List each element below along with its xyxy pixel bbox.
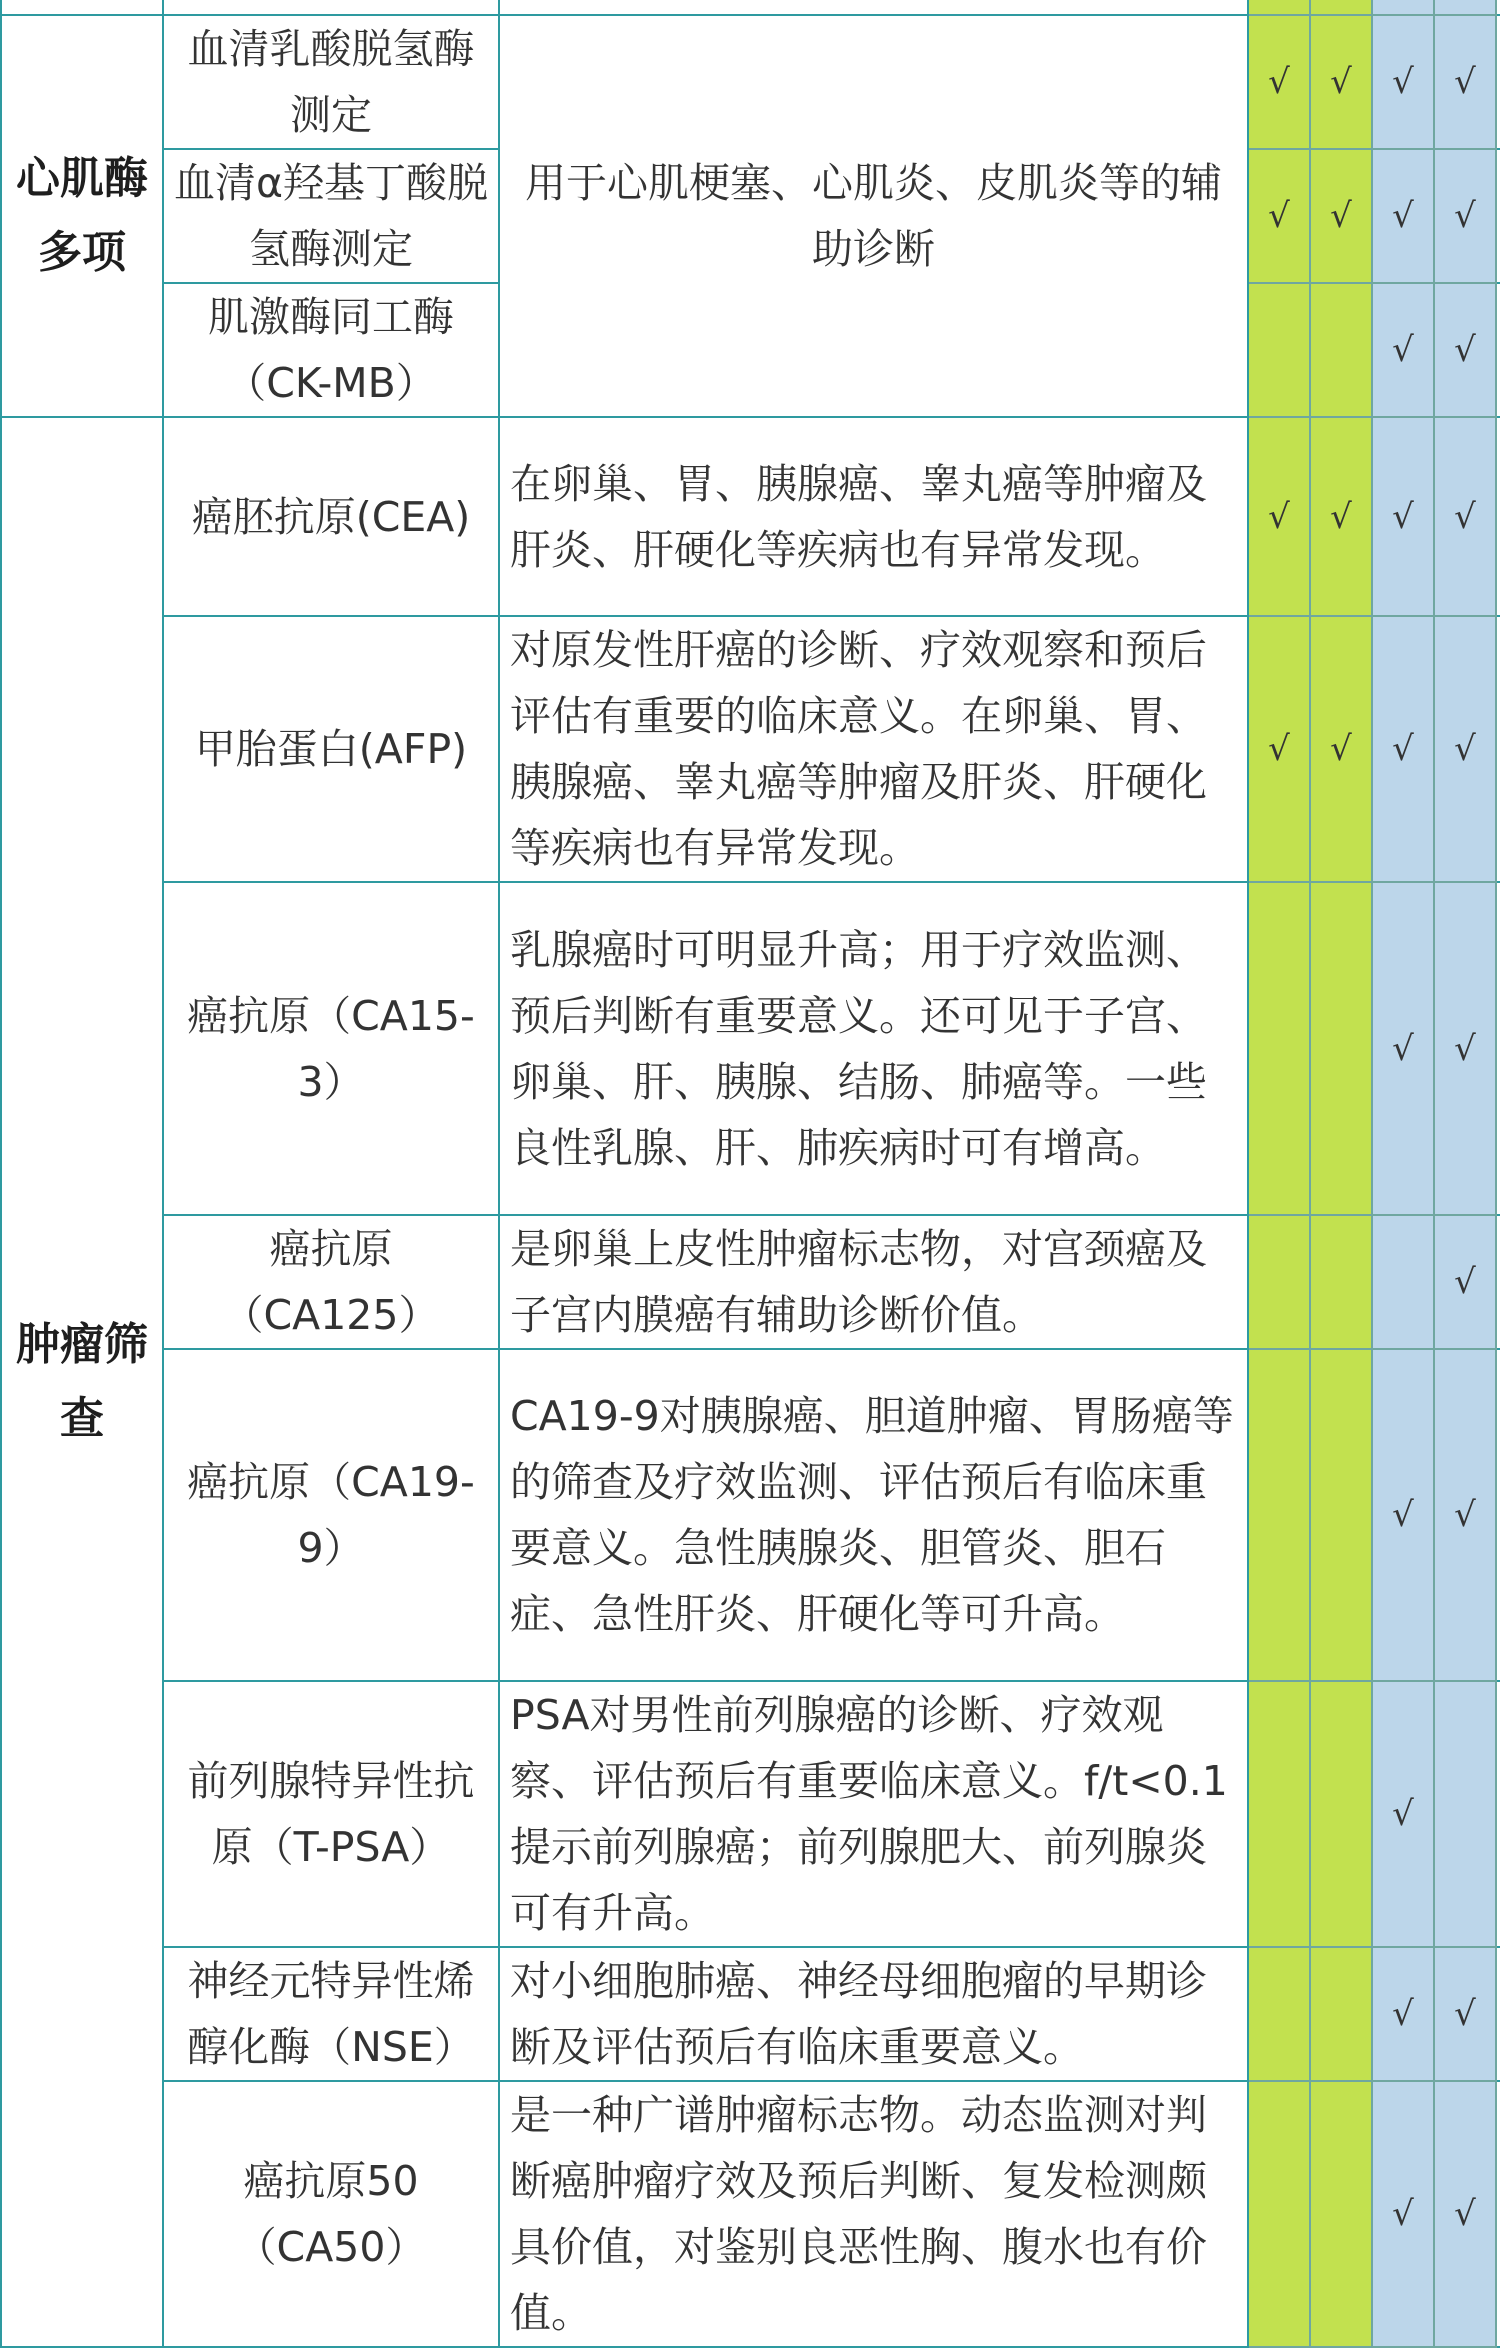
check-cell: √	[1248, 616, 1310, 882]
item-cell: 血清乳酸脱氢酶测定	[163, 15, 499, 149]
check-cell	[1372, 1215, 1434, 1349]
category-cell: 心肌酶多项	[1, 15, 163, 417]
check-cell: √	[1310, 149, 1372, 283]
item-cell: 癌抗原（CA15-3）	[163, 882, 499, 1215]
description-cell: CA19-9对胰腺癌、胆道肿瘤、胃肠癌等的筛查及疗效监测、评估预后有临床重要意义。急性胰腺炎、胆管炎、胆石症、急性肝炎、肝硬化等可升高。	[499, 1349, 1248, 1681]
check-cell: √	[1372, 1349, 1434, 1681]
check-cell: √	[1372, 2081, 1434, 2347]
check-cell	[1248, 1215, 1310, 1349]
check-cell: √	[1372, 15, 1434, 149]
check-cell	[1310, 283, 1372, 417]
check-cell: √	[1434, 2081, 1496, 2347]
item-cell: 癌抗原（CA19-9）	[163, 1349, 499, 1681]
check-cell	[1248, 283, 1310, 417]
description-cell: 是一种广谱肿瘤标志物。动态监测对判断癌肿瘤疗效及预后判断、复发检测颇具价值，对鉴别良恶性胸、腹水也有价值。	[499, 2081, 1248, 2347]
check-cell	[1310, 1215, 1372, 1349]
check-cell	[1434, 1681, 1496, 1947]
check-cell	[1248, 1681, 1310, 1947]
check-cell	[1310, 882, 1372, 1215]
check-cell	[1310, 2081, 1372, 2347]
table-row	[1, 1349, 1500, 1681]
check-cell	[1310, 1349, 1372, 1681]
check-cell	[1248, 2081, 1310, 2347]
table-row	[1, 2081, 1500, 2347]
description-cell: 乳腺癌时可明显升高；用于疗效监测、预后判断有重要意义。还可见于子宫、卵巢、肝、胰腺、结肠、肺癌等。一些良性乳腺、肝、肺疾病时可有增高。	[499, 882, 1248, 1215]
check-cell: √	[1434, 1349, 1496, 1681]
check-cell: √	[1434, 283, 1496, 417]
check-cell: √	[1434, 417, 1496, 616]
check-cell	[1248, 882, 1310, 1215]
check-cell: √	[1372, 882, 1434, 1215]
check-cell: √	[1434, 1947, 1496, 2081]
check-cell: √	[1310, 15, 1372, 149]
check-cell: √	[1434, 616, 1496, 882]
description-cell: 对小细胞肺癌、神经母细胞瘤的早期诊断及评估预后有临床重要意义。	[499, 1947, 1248, 2081]
check-cell: √	[1372, 1947, 1434, 2081]
item-cell: 肌激酶同工酶（CK-MB）	[163, 283, 499, 417]
item-cell: 癌胚抗原(CEA)	[163, 417, 499, 616]
description-cell: 用于心肌梗塞、心肌炎、皮肌炎等的辅助诊断	[499, 15, 1248, 417]
item-cell: 甲胎蛋白(AFP)	[163, 616, 499, 882]
check-cell: √	[1248, 149, 1310, 283]
check-cell: √	[1372, 283, 1434, 417]
check-cell: √	[1372, 1681, 1434, 1947]
check-cell: √	[1310, 616, 1372, 882]
check-cell	[1248, 1947, 1310, 2081]
check-cell: √	[1248, 15, 1310, 149]
check-cell	[1310, 1947, 1372, 2081]
item-cell: 癌抗原50（CA50）	[163, 2081, 499, 2347]
check-cell: √	[1372, 616, 1434, 882]
table-row	[1, 1681, 1500, 1947]
cutoff-row	[1, 0, 1500, 15]
item-cell: 前列腺特异性抗原（T-PSA）	[163, 1681, 499, 1947]
item-cell: 癌抗原（CA125）	[163, 1215, 499, 1349]
table-row	[1, 1947, 1500, 2081]
category-cell: 肿瘤筛查	[1, 417, 163, 2347]
description-cell: PSA对男性前列腺癌的诊断、疗效观察、评估预后有重要临床意义。f/t<0.1提示前列腺癌；前列腺肥大、前列腺炎可有升高。	[499, 1681, 1248, 1947]
table-row	[1, 417, 1500, 616]
check-cell: √	[1434, 1215, 1496, 1349]
table-row	[1, 15, 1500, 149]
check-cell	[1248, 1349, 1310, 1681]
table-row	[1, 882, 1500, 1215]
check-cell: √	[1310, 417, 1372, 616]
description-cell: 在卵巢、胃、胰腺癌、睾丸癌等肿瘤及肝炎、肝硬化等疾病也有异常发现。	[499, 417, 1248, 616]
check-cell: √	[1372, 417, 1434, 616]
check-cell	[1310, 1681, 1372, 1947]
description-cell: 是卵巢上皮性肿瘤标志物，对宫颈癌及子宫内膜癌有辅助诊断价值。	[499, 1215, 1248, 1349]
check-cell: √	[1372, 149, 1434, 283]
table-row	[1, 616, 1500, 882]
check-cell: √	[1434, 882, 1496, 1215]
item-cell: 神经元特异性烯醇化酶（NSE）	[163, 1947, 499, 2081]
description-cell: 对原发性肝癌的诊断、疗效观察和预后评估有重要的临床意义。在卵巢、胃、胰腺癌、睾丸癌等肿瘤及肝炎、肝硬化等疾病也有异常发现。	[499, 616, 1248, 882]
check-cell: √	[1434, 15, 1496, 149]
check-cell: √	[1248, 417, 1310, 616]
check-cell: √	[1434, 149, 1496, 283]
table-row	[1, 1215, 1500, 1349]
item-cell: 血清α羟基丁酸脱氢酶测定	[163, 149, 499, 283]
